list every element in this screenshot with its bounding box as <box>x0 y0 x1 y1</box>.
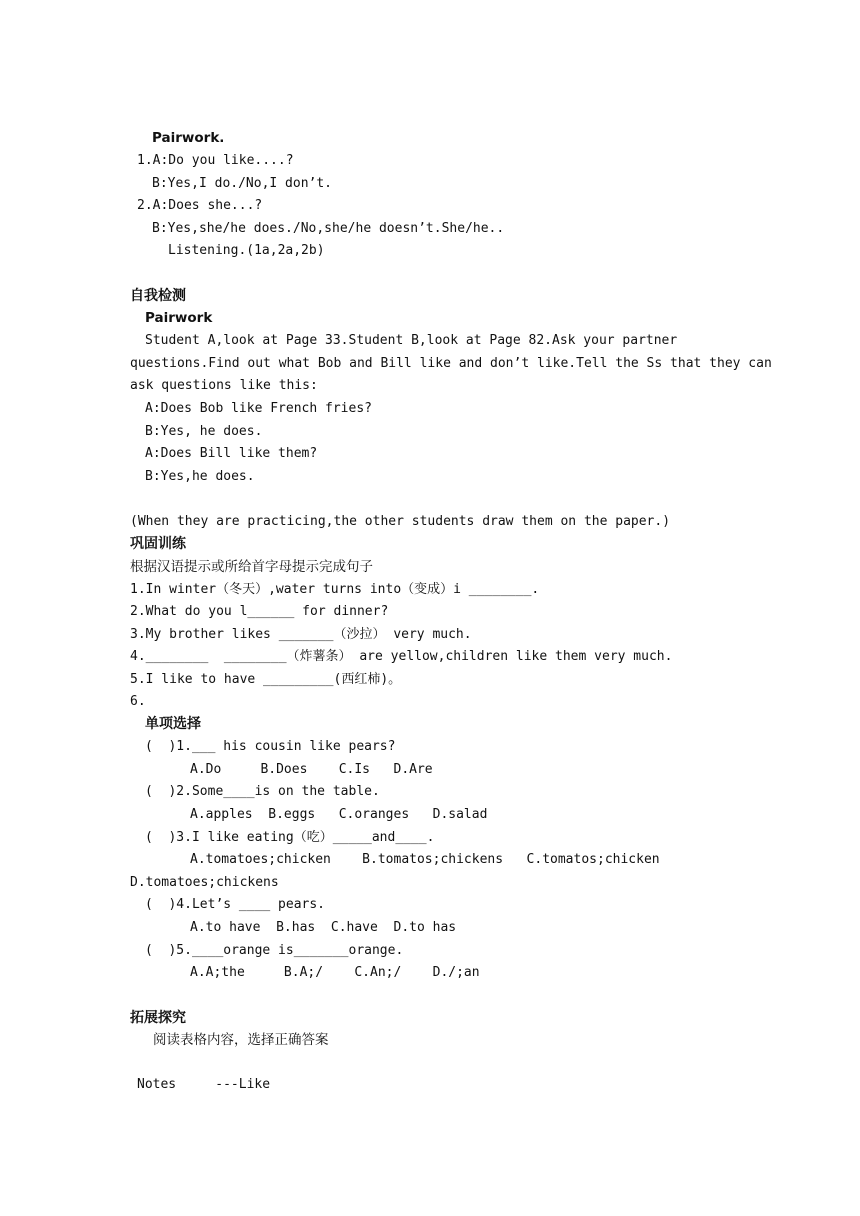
dialog-line-2: B:Yes, he does. <box>145 424 263 439</box>
choice-q4-options: A.to have B.has C.have D.to has <box>190 920 457 935</box>
fill-item-4: 4.________ ________（炸薯条） are yellow,children like them very much. <box>130 649 673 664</box>
choice-q1: ( )1.___ his cousin like pears? <box>145 739 396 754</box>
extend-heading: 拓展探究 <box>130 1010 186 1026</box>
dialog-line-3: A:Does Bill like them? <box>145 446 318 461</box>
choice-q1-options: A.Do B.Does C.Is D.Are <box>190 762 433 777</box>
choice-heading: 单项选择 <box>145 716 201 732</box>
pairwork-line-3: 2.A:Does she...? <box>137 198 263 213</box>
choice-q5-options: A.A;the B.A;/ C.An;/ D./;an <box>190 965 480 980</box>
pairwork-title: Pairwork. <box>152 130 225 146</box>
choice-q3-options-wrap: D.tomatoes;chickens <box>130 875 279 890</box>
choice-q2: ( )2.Some____is on the table. <box>145 784 380 799</box>
self-check-note: (When they are practicing,the other students draw them on the paper.) <box>130 514 671 529</box>
self-check-heading: 自我检测 <box>130 288 186 304</box>
fill-item-3: 3.My brother likes _______（沙拉） very much. <box>130 627 472 642</box>
consolidate-instruction: 根据汉语提示或所给首字母提示完成句子 <box>130 559 373 575</box>
choice-q3: ( )3.I like eating（吃）_____and____. <box>145 830 435 845</box>
self-check-para-1: Student A,look at Page 33.Student B,look at Page 82.Ask your partner <box>145 333 678 348</box>
extend-instruction: 阅读表格内容，选择正确答案 <box>153 1032 329 1048</box>
self-check-para-2: questions.Find out what Bob and Bill like and don’t like.Tell the Ss that they can <box>130 356 772 371</box>
pairwork-line-1: 1.A:Do you like....? <box>137 153 294 168</box>
fill-item-2: 2.What do you l______ for dinner? <box>130 604 389 619</box>
consolidate-heading: 巩固训练 <box>130 536 186 552</box>
notes-line: Notes ---Like <box>137 1077 271 1092</box>
fill-item-1: 1.In winter（冬天）,water turns into（变成）i ________. <box>130 582 540 597</box>
choice-q2-options: A.apples B.eggs C.oranges D.salad <box>190 807 488 822</box>
pairwork-line-2: B:Yes,I do./No,I don’t. <box>152 176 333 191</box>
fill-item-6: 6. <box>130 694 146 709</box>
choice-q3-options: A.tomatoes;chicken B.tomatos;chickens C.tomatos;chicken <box>190 852 660 867</box>
choice-q5: ( )5.____orange is_______orange. <box>145 943 404 958</box>
pairwork-line-4: B:Yes,she/he does./No,she/he doesn’t.She/he.. <box>152 221 505 236</box>
choice-q4: ( )4.Let’s ____ pears. <box>145 897 326 912</box>
self-check-subheading: Pairwork <box>145 310 213 326</box>
self-check-para-3: ask questions like this: <box>130 378 318 393</box>
dialog-line-4: B:Yes,he does. <box>145 469 255 484</box>
dialog-line-1: A:Does Bob like French fries? <box>145 401 372 416</box>
fill-item-5: 5.I like to have _________(西红柿)。 <box>130 672 402 687</box>
pairwork-line-5: Listening.(1a,2a,2b) <box>168 243 325 258</box>
